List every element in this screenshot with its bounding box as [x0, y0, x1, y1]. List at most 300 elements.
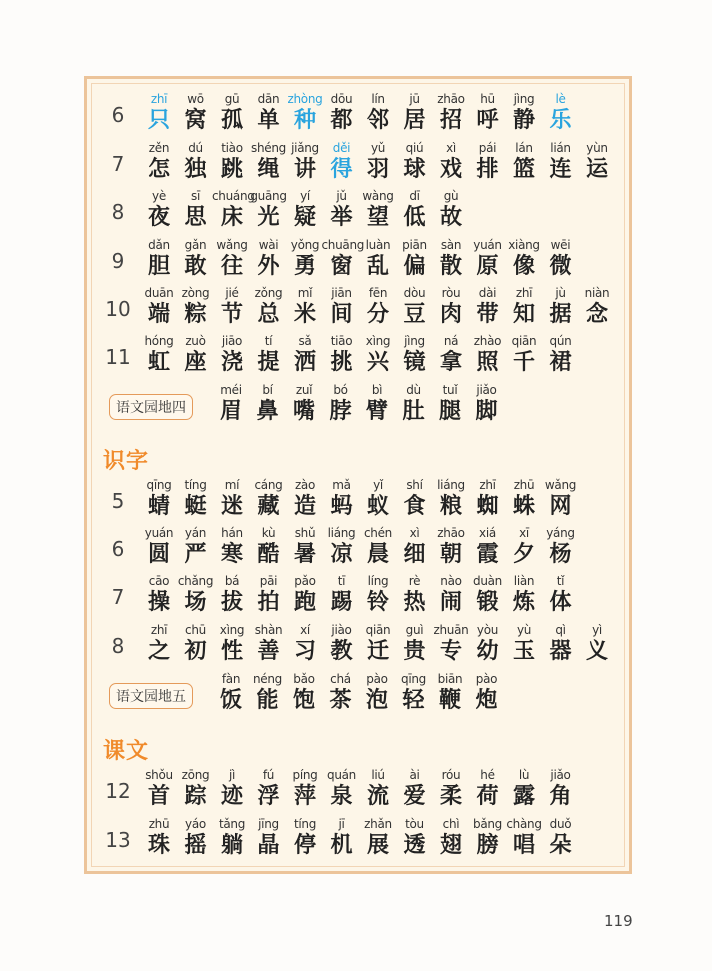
character-cell — [139, 285, 179, 327]
pinyin-label: xìng — [365, 334, 391, 348]
pinyin-label: tǎng — [218, 817, 246, 831]
lesson-row — [87, 285, 635, 325]
pinyin-label: hū — [480, 92, 495, 106]
pinyin-label: děi — [332, 141, 351, 155]
character-cell — [358, 333, 398, 375]
hanzi-character: 性 — [220, 638, 243, 664]
character-cell — [541, 622, 581, 664]
hanzi-character: 造 — [293, 493, 316, 519]
hanzi-character: 幼 — [476, 638, 499, 664]
hanzi-character: 踢 — [330, 589, 353, 615]
hanzi-character: 种 — [293, 107, 316, 133]
hanzi-character: 怎 — [147, 156, 170, 182]
hanzi-character: 提 — [257, 349, 280, 375]
hanzi-character: 义 — [585, 638, 608, 664]
hanzi-character: 知 — [512, 301, 535, 327]
character-cell — [468, 237, 508, 279]
character-cell — [176, 188, 216, 230]
hanzi-character: 居 — [403, 107, 426, 133]
pinyin-label: liú — [371, 768, 385, 782]
character-cell — [322, 91, 362, 133]
hanzi-character: 迁 — [366, 638, 389, 664]
character-cell — [358, 525, 398, 567]
hanzi-character: 朝 — [439, 541, 462, 567]
hanzi-character: 端 — [147, 301, 170, 327]
hanzi-character: 望 — [366, 204, 389, 230]
character-cell — [541, 573, 581, 615]
garden-badge: 语文园地五 — [109, 683, 193, 709]
hanzi-character: 器 — [549, 638, 572, 664]
hanzi-character: 蜘 — [476, 493, 499, 519]
pinyin-label: dǎn — [148, 238, 170, 252]
hanzi-character: 羽 — [366, 156, 389, 182]
hanzi-character: 米 — [293, 301, 316, 327]
hanzi-character: 拍 — [257, 589, 280, 615]
pinyin-label: yì — [592, 623, 602, 637]
pinyin-label: wēi — [550, 238, 571, 252]
character-cell — [285, 816, 325, 858]
hanzi-character: 篮 — [512, 156, 535, 182]
character-cell — [395, 573, 435, 615]
character-cell — [468, 525, 508, 567]
pinyin-label: bó — [333, 383, 348, 397]
hanzi-character: 泡 — [365, 687, 388, 713]
character-cell — [284, 382, 324, 424]
hanzi-character: 洒 — [293, 349, 316, 375]
pinyin-label: zěn — [148, 141, 170, 155]
lesson-row — [87, 525, 635, 565]
hanzi-character: 得 — [330, 156, 353, 182]
character-cell — [322, 525, 362, 567]
character-cell — [394, 382, 434, 424]
hanzi-character: 晨 — [366, 541, 389, 567]
pinyin-label: yòu — [476, 623, 499, 637]
character-cell — [249, 622, 289, 664]
hanzi-character: 场 — [184, 589, 207, 615]
pinyin-label: qīng — [146, 478, 172, 492]
hanzi-character: 霞 — [476, 541, 499, 567]
hanzi-character: 闹 — [439, 589, 462, 615]
character-table-panel — [84, 76, 632, 874]
hanzi-character: 网 — [549, 493, 572, 519]
pinyin-label: bá — [224, 574, 240, 588]
character-cell — [176, 140, 216, 182]
character-cell — [395, 285, 435, 327]
character-cell — [468, 767, 508, 809]
character-cell — [249, 285, 289, 327]
hanzi-character: 迷 — [220, 493, 243, 519]
hanzi-character: 运 — [585, 156, 608, 182]
character-cell — [395, 140, 435, 182]
hanzi-character: 据 — [549, 301, 572, 327]
pinyin-label: shǔ — [294, 526, 316, 540]
pinyin-label: tuǐ — [442, 383, 458, 397]
character-cell — [176, 333, 216, 375]
character-cell — [212, 573, 252, 615]
pinyin-label: jì — [228, 768, 236, 782]
pinyin-label: gū — [224, 92, 240, 106]
character-cell — [504, 816, 544, 858]
character-cell — [504, 622, 544, 664]
hanzi-character: 迹 — [220, 783, 243, 809]
pinyin-label: yè — [152, 189, 166, 203]
hanzi-character: 流 — [366, 783, 389, 809]
character-cell — [431, 477, 471, 519]
character-cell — [321, 382, 361, 424]
lesson-number: 12 — [105, 779, 131, 803]
character-cell — [357, 671, 397, 713]
character-cell — [395, 767, 435, 809]
hanzi-character: 炼 — [512, 589, 535, 615]
character-cell — [358, 816, 398, 858]
hanzi-character: 首 — [147, 783, 170, 809]
hanzi-character: 凉 — [330, 541, 353, 567]
pinyin-label: xiàng — [508, 238, 540, 252]
character-cell — [212, 333, 252, 375]
character-cell — [176, 622, 216, 664]
pinyin-label: fú — [262, 768, 275, 782]
character-cell — [431, 333, 471, 375]
character-cell — [285, 333, 325, 375]
pinyin-label: tí — [264, 334, 273, 348]
pinyin-label: yáo — [185, 817, 206, 831]
hanzi-character: 玉 — [512, 638, 535, 664]
hanzi-character: 操 — [147, 589, 170, 615]
lesson-number: 13 — [105, 828, 131, 852]
character-cell — [176, 767, 216, 809]
character-cell — [430, 671, 470, 713]
hanzi-character: 眉 — [219, 398, 242, 424]
pinyin-label: pào — [475, 672, 498, 686]
character-cell — [358, 285, 398, 327]
hanzi-character: 教 — [330, 638, 353, 664]
character-cell — [468, 816, 508, 858]
character-cell — [504, 525, 544, 567]
pinyin-label: yáng — [546, 526, 575, 540]
pinyin-label: yǐ — [373, 478, 383, 492]
hanzi-character: 柔 — [439, 783, 462, 809]
character-cell — [541, 525, 581, 567]
character-cell — [322, 816, 362, 858]
pinyin-label: jiǎng — [291, 141, 319, 155]
pinyin-label: yí — [300, 189, 310, 203]
character-cell — [468, 140, 508, 182]
character-cell — [541, 140, 581, 182]
lesson-number: 7 — [111, 585, 125, 609]
pinyin-label: pǎo — [294, 574, 316, 588]
hanzi-character: 分 — [366, 301, 389, 327]
character-cell — [358, 140, 398, 182]
character-cell — [504, 477, 544, 519]
pinyin-label: xìng — [219, 623, 245, 637]
hanzi-character: 蚁 — [366, 493, 389, 519]
pinyin-label: guì — [405, 623, 424, 637]
hanzi-character: 勇 — [293, 253, 316, 279]
hanzi-character: 拿 — [439, 349, 462, 375]
character-cell — [468, 91, 508, 133]
pinyin-label: hán — [221, 526, 243, 540]
character-cell — [285, 237, 325, 279]
hanzi-character: 摇 — [184, 832, 207, 858]
hanzi-character: 绳 — [257, 156, 280, 182]
character-cell — [139, 622, 179, 664]
hanzi-character: 带 — [476, 301, 499, 327]
character-cell — [358, 91, 398, 133]
hanzi-character: 乐 — [549, 107, 572, 133]
character-cell — [212, 91, 252, 133]
pinyin-label: zhǎn — [364, 817, 392, 831]
hanzi-character: 招 — [439, 107, 462, 133]
pinyin-label: tiào — [221, 141, 243, 155]
pinyin-label: néng — [252, 672, 282, 686]
hanzi-character: 只 — [147, 107, 170, 133]
pinyin-label: luàn — [365, 238, 391, 252]
hanzi-character: 夕 — [512, 541, 535, 567]
character-cell — [139, 333, 179, 375]
pinyin-label: sī — [191, 189, 200, 203]
lesson-number: 10 — [105, 297, 131, 321]
pinyin-label: qīng — [401, 672, 426, 686]
hanzi-character: 夜 — [147, 204, 170, 230]
hanzi-character: 故 — [439, 204, 462, 230]
hanzi-character: 外 — [257, 253, 280, 279]
character-cell — [395, 188, 435, 230]
lesson-row — [87, 333, 635, 373]
pinyin-label: zhī — [150, 92, 168, 106]
pinyin-label: chì — [442, 817, 460, 831]
lesson-row — [87, 237, 635, 277]
character-cell — [504, 573, 544, 615]
character-cell — [249, 573, 289, 615]
character-cell — [431, 573, 471, 615]
lesson-row — [87, 91, 635, 131]
pinyin-label: zōng — [181, 768, 210, 782]
pinyin-label: liàn — [513, 574, 535, 588]
hanzi-character: 脖 — [329, 398, 352, 424]
character-cell — [431, 237, 471, 279]
character-cell — [468, 333, 508, 375]
character-cell — [541, 333, 581, 375]
pinyin-label: bǎng — [473, 817, 502, 831]
pinyin-label: gù — [443, 189, 459, 203]
pinyin-label: pāi — [259, 574, 278, 588]
pinyin-label: dōu — [330, 92, 353, 106]
hanzi-character: 朵 — [549, 832, 572, 858]
character-cell — [212, 767, 252, 809]
hanzi-character: 泉 — [330, 783, 353, 809]
pinyin-label: qiān — [365, 623, 391, 637]
pinyin-label: duān — [144, 286, 174, 300]
pinyin-label: mǐ — [297, 286, 313, 300]
character-cell — [358, 237, 398, 279]
pinyin-label: rè — [408, 574, 421, 588]
hanzi-character: 往 — [220, 253, 243, 279]
pinyin-label: lè — [555, 92, 566, 106]
hanzi-character: 窝 — [184, 107, 207, 133]
character-cell — [212, 237, 252, 279]
hanzi-character: 散 — [439, 253, 462, 279]
pinyin-label: zhū — [513, 478, 535, 492]
hanzi-character: 珠 — [147, 832, 170, 858]
character-cell — [395, 816, 435, 858]
pinyin-label: yán — [184, 526, 207, 540]
pinyin-label: mǎ — [332, 478, 351, 492]
lesson-row — [87, 622, 635, 662]
hanzi-character: 窗 — [330, 253, 353, 279]
pinyin-label: jié — [225, 286, 239, 300]
hanzi-character: 圆 — [147, 541, 170, 567]
character-cell — [504, 237, 544, 279]
hanzi-character: 蛛 — [512, 493, 535, 519]
pinyin-label: yuán — [473, 238, 502, 252]
hanzi-character: 孤 — [220, 107, 243, 133]
pinyin-label: zhāo — [437, 92, 465, 106]
hanzi-character: 杨 — [549, 541, 572, 567]
pinyin-label: duǒ — [549, 817, 572, 831]
lesson-number: 8 — [111, 634, 125, 658]
hanzi-character: 兴 — [366, 349, 389, 375]
pinyin-label: biān — [437, 672, 463, 686]
hanzi-character: 静 — [512, 107, 535, 133]
character-cell — [139, 525, 179, 567]
hanzi-character: 偏 — [403, 253, 426, 279]
lesson-row — [87, 816, 635, 856]
pinyin-label: zhī — [515, 286, 533, 300]
hanzi-character: 乱 — [366, 253, 389, 279]
character-cell — [504, 285, 544, 327]
pinyin-label: róu — [441, 768, 461, 782]
hanzi-character: 微 — [549, 253, 572, 279]
character-cell — [541, 816, 581, 858]
character-cell — [284, 671, 324, 713]
character-cell — [322, 573, 362, 615]
character-cell — [212, 285, 252, 327]
pinyin-label: ná — [443, 334, 459, 348]
character-cell — [395, 237, 435, 279]
character-cell — [211, 671, 251, 713]
pinyin-label: jǔ — [336, 189, 347, 203]
pinyin-label: sàn — [440, 238, 462, 252]
hanzi-character: 总 — [257, 301, 280, 327]
hanzi-character: 蚂 — [330, 493, 353, 519]
pinyin-label: dī — [409, 189, 420, 203]
pinyin-label: xī — [519, 526, 529, 540]
pinyin-label: tī — [337, 574, 346, 588]
character-cell — [176, 816, 216, 858]
pinyin-label: fàn — [221, 672, 241, 686]
pinyin-label: xiá — [479, 526, 496, 540]
pinyin-label: liáng — [437, 478, 465, 492]
character-cell — [541, 477, 581, 519]
hanzi-character: 透 — [403, 832, 426, 858]
hanzi-character: 邻 — [366, 107, 389, 133]
pinyin-label: zhī — [479, 478, 496, 492]
pinyin-label: cáng — [254, 478, 283, 492]
pinyin-label: zhào — [473, 334, 502, 348]
hanzi-character: 举 — [330, 204, 353, 230]
hanzi-character: 之 — [147, 638, 170, 664]
lesson-row — [87, 140, 635, 180]
hanzi-character: 低 — [403, 204, 426, 230]
pinyin-label: guāng — [250, 189, 287, 203]
character-cell — [285, 188, 325, 230]
hanzi-character: 连 — [549, 156, 572, 182]
character-cell — [395, 477, 435, 519]
character-cell — [285, 573, 325, 615]
hanzi-character: 虹 — [147, 349, 170, 375]
pinyin-label: wǎng — [216, 238, 248, 252]
hanzi-character: 贵 — [403, 638, 426, 664]
pinyin-label: pào — [366, 672, 388, 686]
character-cell — [249, 767, 289, 809]
pinyin-label: chuáng — [212, 189, 255, 203]
character-cell — [468, 285, 508, 327]
pinyin-label: zhāo — [437, 526, 465, 540]
hanzi-character: 光 — [257, 204, 280, 230]
character-cell — [431, 622, 471, 664]
garden-row — [87, 671, 635, 711]
pinyin-label: qiān — [511, 334, 537, 348]
pinyin-label: dú — [188, 141, 203, 155]
character-cell — [395, 91, 435, 133]
hanzi-character: 鞭 — [438, 687, 461, 713]
character-cell — [504, 767, 544, 809]
lesson-number: 5 — [111, 489, 125, 513]
hanzi-character: 食 — [403, 493, 426, 519]
character-cell — [139, 477, 179, 519]
pinyin-label: shàn — [254, 623, 283, 637]
character-cell — [285, 140, 325, 182]
character-cell — [322, 477, 362, 519]
pinyin-label: zhuān — [433, 623, 469, 637]
character-cell — [249, 525, 289, 567]
character-cell — [358, 767, 398, 809]
pinyin-label: kù — [261, 526, 276, 540]
character-cell — [321, 237, 365, 279]
character-cell — [467, 671, 507, 713]
hanzi-character: 膀 — [476, 832, 499, 858]
hanzi-character: 思 — [184, 204, 207, 230]
lesson-number: 8 — [111, 200, 125, 224]
hanzi-character: 单 — [257, 107, 280, 133]
pinyin-label: jīng — [258, 817, 279, 831]
pinyin-label: niàn — [584, 286, 610, 300]
hanzi-character: 露 — [512, 783, 535, 809]
character-cell — [248, 671, 288, 713]
hanzi-character: 轻 — [402, 687, 425, 713]
character-cell — [322, 140, 362, 182]
pinyin-label: mí — [224, 478, 240, 492]
character-cell — [212, 525, 252, 567]
hanzi-character: 粮 — [439, 493, 462, 519]
hanzi-character: 独 — [184, 156, 207, 182]
pinyin-label: líng — [367, 574, 389, 588]
pinyin-label: cāo — [148, 574, 170, 588]
page-number: 119 — [604, 912, 633, 930]
character-cell — [394, 671, 434, 713]
character-cell — [249, 140, 289, 182]
pinyin-label: jiāo — [221, 334, 243, 348]
pinyin-label: zào — [294, 478, 316, 492]
pinyin-label: yǒng — [290, 238, 320, 252]
hanzi-character: 机 — [330, 832, 353, 858]
pinyin-label: qiú — [405, 141, 424, 155]
character-cell — [249, 237, 289, 279]
character-cell — [139, 237, 179, 279]
hanzi-character: 嘴 — [292, 398, 315, 424]
pinyin-label: tiāo — [330, 334, 353, 348]
character-cell — [212, 477, 252, 519]
